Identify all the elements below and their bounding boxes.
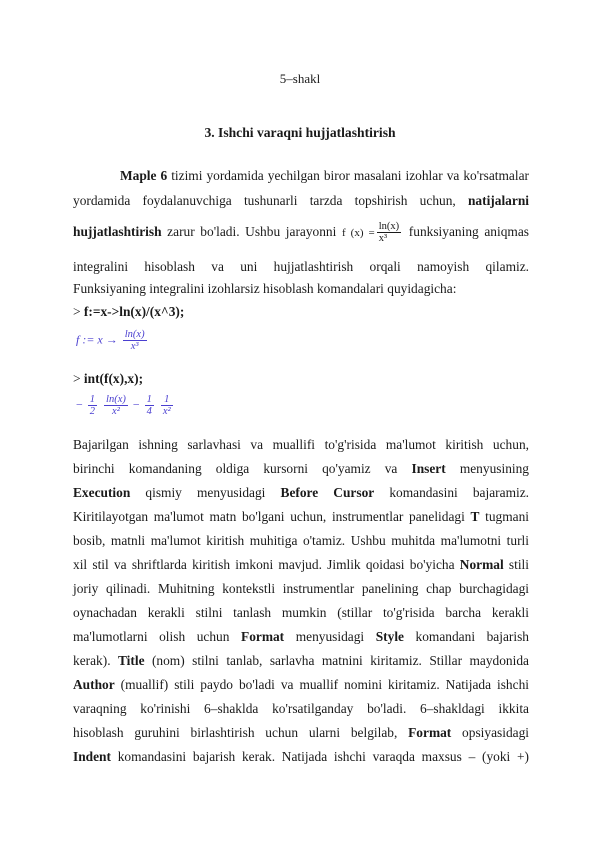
body-line-6: xil stil va shriftlarda kiritish imkoni mavjud. Jimlik qoidasi bo'yicha Normal stili bbox=[73, 557, 529, 572]
maple-command-1: > f:=x->ln(x)/(x^3); bbox=[73, 304, 185, 319]
body-line-5: bosib, matnli ma'lumot kiritish muhitiga o'tamiz. Ushbu muhitda ma'lumotni turli bbox=[73, 533, 529, 548]
intro-line-5: Funksiyaning integralini izohlarsiz hisoblash komandalari quyidagicha: bbox=[73, 281, 457, 296]
maple-output-1: f := x → $\frac{\ln(x)}{\text{x³}}$ bbox=[76, 329, 145, 352]
body-line-3: Execution qismiy menyusidagi Before Cursor komandasini bajaramiz. bbox=[73, 485, 529, 500]
body-line-2: birinchi komandaning oldiga kursorni qo'yamiz va Insert menyusining bbox=[73, 461, 529, 476]
section-title: 3. Ishchi varaqni hujjatlashtirish bbox=[204, 125, 396, 140]
body-line-4: Kiritilayotgan ma'lumot matn bo'lgani uchun, instrumentlar panelidagi T tugmani bbox=[73, 509, 530, 524]
output-2-fraction-4: $\frac{1}{\text{x²}}$ bbox=[162, 394, 171, 417]
output-1-fraction: $\frac{\ln(x)}{\text{x³}}$ bbox=[124, 329, 145, 352]
maple-command-2: > int(f(x),x); bbox=[73, 371, 144, 386]
output-2-fraction-1: $\frac{1}{2}$ bbox=[89, 394, 96, 417]
formula-lhs: f (x) = bbox=[341, 227, 375, 239]
body-line-9: ma'lumotlarni olish uchun Format menyusidagi Style komandani bajarish bbox=[73, 629, 529, 644]
body-line-12: varaqning ko'rinishi 6–shaklda ko'rsatilganday bo'ladi. 6–shakldagi ikkita bbox=[73, 701, 529, 716]
body-line-11: Author (muallif) stili paydo bo'ladi va muallif nomini kiritamiz. Natijada ishchi bbox=[73, 677, 529, 692]
body-line-7: joriy qilinadi. Muhitning kontekstli instrumentlar panelining chap burchagidagi bbox=[73, 581, 529, 596]
intro-line-1: Maple 6 tizimi yordamida yechilgan biror masalani izohlar va ko'rsatmalar bbox=[120, 168, 529, 183]
intro-line-2: yordamida foydalanuvchiga tushunarli tarzda topshirish uchun, natijalarni bbox=[73, 193, 529, 208]
output-2-fraction-2: $\frac{\ln(x)}{\text{x²}}$ bbox=[106, 394, 126, 417]
maple-output-2: − $\frac{1}{2}$ $\frac{\ln(x)}{\text{x²}}$ − $\frac{1}{4}$ $\frac{1}{\text{x²}}$ bbox=[76, 394, 171, 417]
body-line-1: Bajarilgan ishning sarlavhasi va muallifi to'g'risida ma'lumot kiritish uchun, bbox=[73, 437, 529, 452]
figure-caption: 5–shakl bbox=[279, 71, 321, 86]
body-line-10: kerak). Title (nom) stilni tanlab, sarlavha matnini kiritamiz. Stillar maydonida bbox=[73, 653, 529, 668]
body-line-13: hisoblash guruhini birlashtirish uchun ularni belgilab, Format opsiyasidagi bbox=[73, 725, 530, 740]
intro-line-3: hujjatlashtirish zarur bo'ladi. Ushbu jarayonni f (x) = $\frac{\ln(x)}{\text{x³}}$ funksiyaning aniqmas bbox=[73, 221, 529, 245]
output-2-fraction-3: $\frac{1}{4}$ bbox=[146, 394, 152, 417]
intro-line-4: integralini hisoblash va uni hujjatlashtirish orqali namoyish qilamiz. bbox=[73, 259, 529, 274]
body-line-14: Indent komandasini bajarish kerak. Natijada ishchi varaqda maxsus – (yoki +) bbox=[73, 749, 529, 764]
body-line-8: oynachadan kerakli stilni tanlash mumkin (stillar to'g'risida barcha kerakli bbox=[73, 605, 529, 620]
formula-fraction: $\frac{\ln(x)}{\text{x³}}$ bbox=[378, 221, 400, 245]
